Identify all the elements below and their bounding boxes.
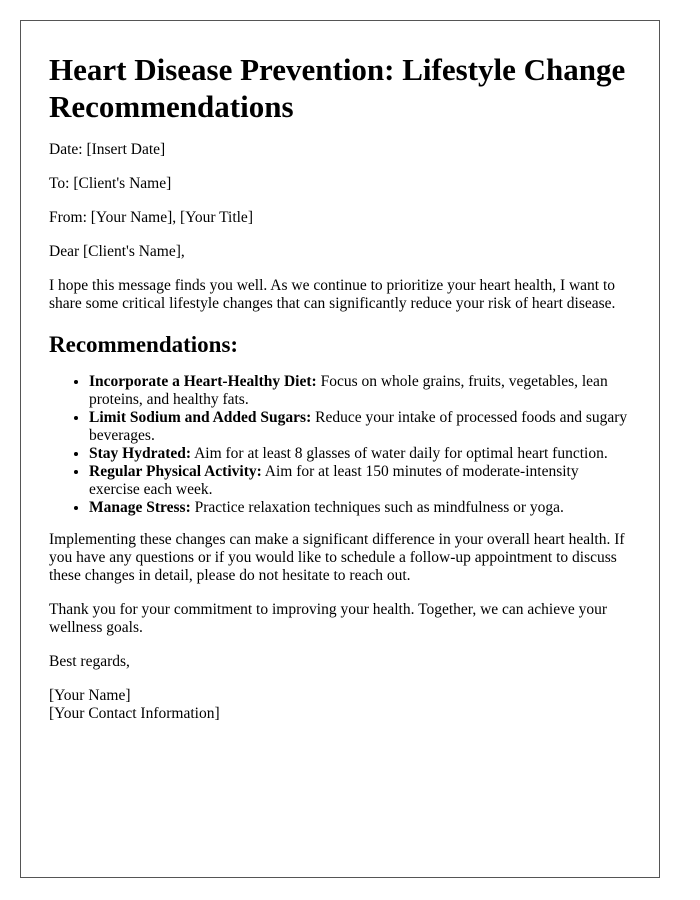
thanks-paragraph: Thank you for your commitment to improving your health. Together, we can achieve your wellness goals. xyxy=(49,601,608,636)
intro-paragraph: I hope this message finds you well. As we continue to prioritize your heart health, I want to share some critical lifestyle changes that can significantly reduce your risk of heart disease. xyxy=(49,277,616,312)
closing-paragraph: Implementing these changes can make a significant difference in your overall heart health. If you have any questions or if you would like to schedule a follow-up appointment to discuss these changes in detail, please do not hesitate to reach out. xyxy=(49,531,625,584)
sign-off: Best regards, xyxy=(49,653,130,670)
recommendation-text: Practice relaxation techniques such as mindfulness or yoga. xyxy=(190,499,564,516)
recommendation-label: Regular Physical Activity: xyxy=(89,463,262,480)
recommendations-heading: Recommendations: xyxy=(49,332,239,357)
recommendation-item xyxy=(89,499,631,517)
recommendation-item xyxy=(89,445,631,463)
salutation: Dear [Client's Name], xyxy=(49,243,185,260)
recommendation-text: Aim for at least 150 minutes of moderate-intensity exercise each week. xyxy=(89,463,579,498)
recommendations-list xyxy=(49,373,631,517)
recommendation-text: Focus on whole grains, fruits, vegetables, lean proteins, and healthy fats. xyxy=(89,373,608,408)
letter-document xyxy=(20,20,660,878)
recommendation-text: Aim for at least 8 glasses of water daily for optimal heart function. xyxy=(191,445,608,462)
to-line: To: [Client's Name] xyxy=(49,175,172,192)
recommendation-text: Reduce your intake of processed foods and sugary beverages. xyxy=(89,409,628,444)
recommendation-item xyxy=(89,463,631,499)
date-line: Date: [Insert Date] xyxy=(49,141,166,158)
recommendation-item xyxy=(89,409,631,445)
signature-contact: [Your Contact Information] xyxy=(49,705,220,722)
signature-name: [Your Name] xyxy=(49,687,131,704)
signature-block xyxy=(49,687,631,723)
recommendation-label: Stay Hydrated: xyxy=(89,445,192,462)
recommendation-label: Limit Sodium and Added Sugars: xyxy=(89,409,312,426)
recommendation-label: Manage Stress: xyxy=(89,499,191,516)
recommendation-item xyxy=(89,373,631,409)
from-line: From: [Your Name], [Your Title] xyxy=(49,209,253,226)
recommendation-label: Incorporate a Heart-Healthy Diet: xyxy=(89,373,317,390)
letter-title: Heart Disease Prevention: Lifestyle Change Recommendations xyxy=(49,52,626,124)
